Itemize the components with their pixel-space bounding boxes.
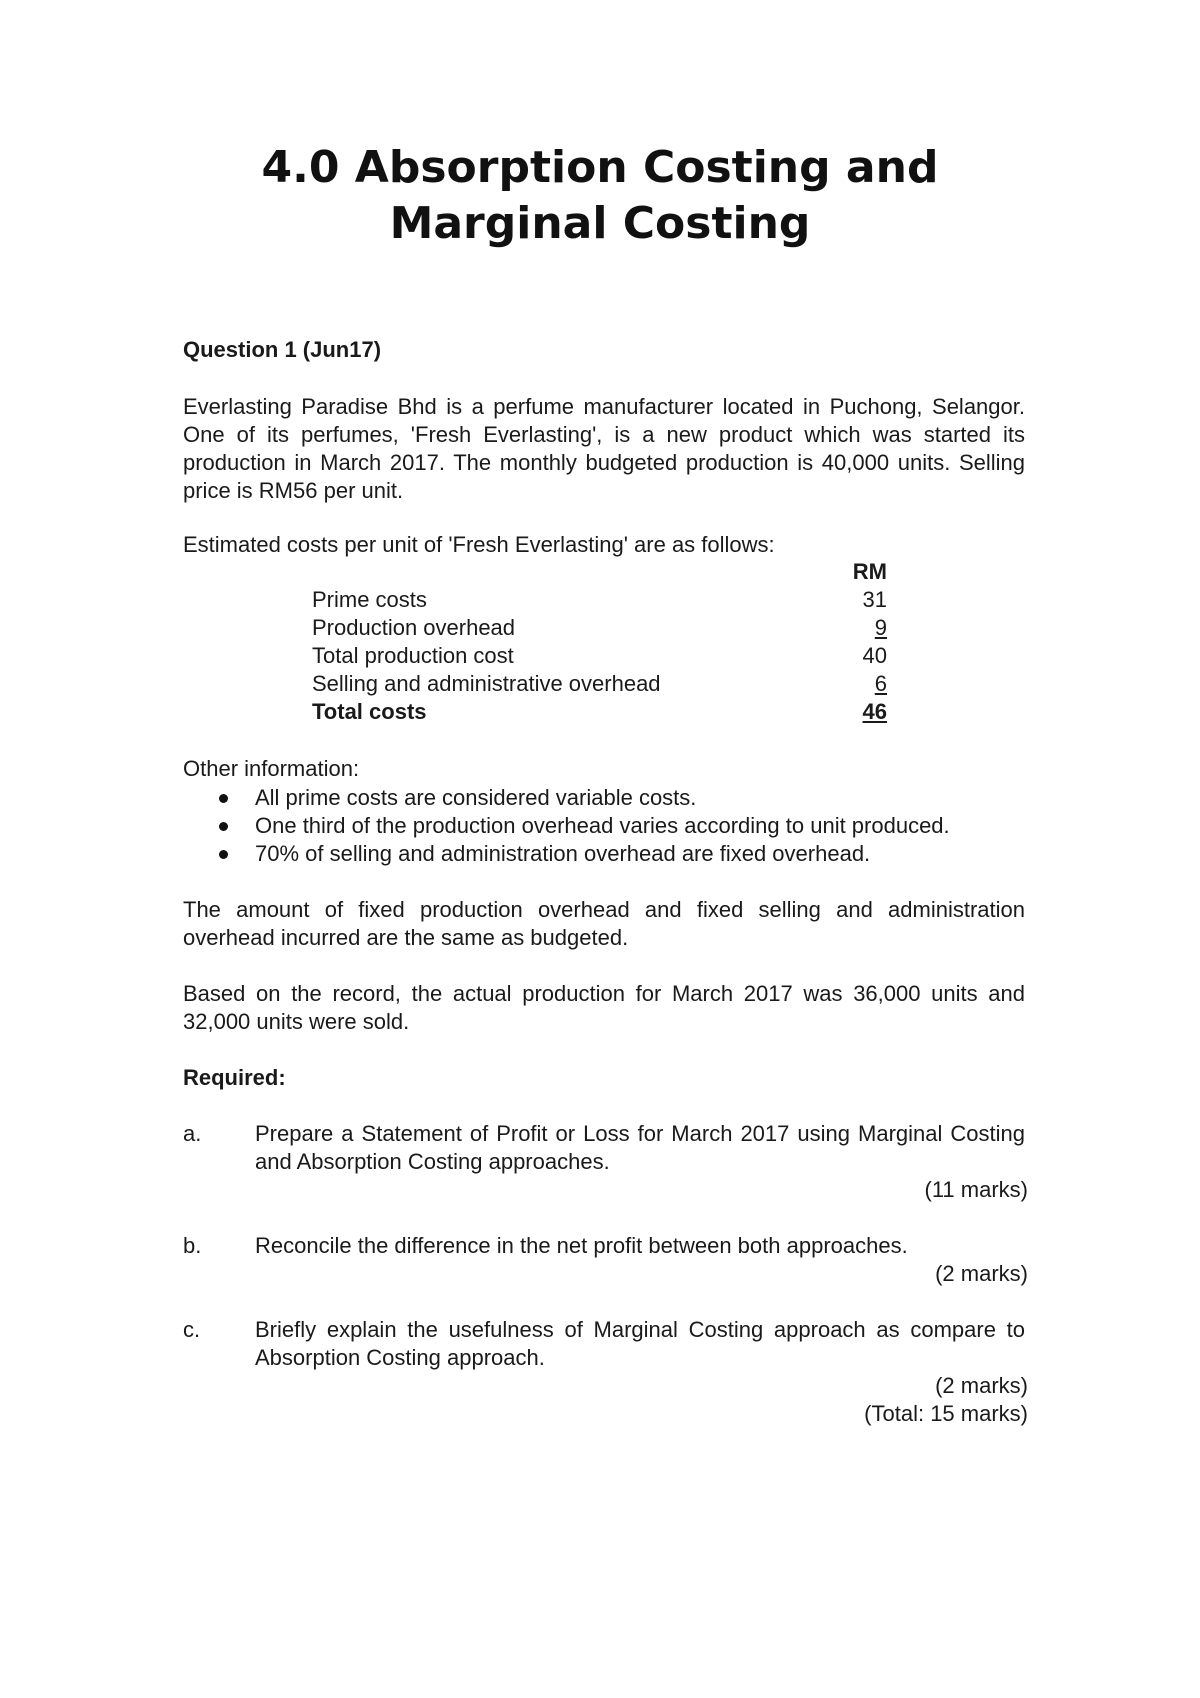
- other-info-list: [183, 784, 1025, 868]
- question-item-b: [183, 1232, 1028, 1288]
- actual-production-paragraph: Based on the record, the actual production for March 2017 was 36,000 units and 32,000 units were sold.: [183, 981, 1025, 1034]
- question-marks: (2 marks): [935, 1373, 1028, 1398]
- cost-label: Total production cost: [312, 643, 514, 668]
- estimated-costs-intro: Estimated costs per unit of 'Fresh Everlasting' are as follows:: [183, 532, 775, 557]
- cost-row-total-costs: [183, 698, 1025, 726]
- cost-row-total-production: [183, 642, 1025, 670]
- question-item-c: [183, 1316, 1028, 1428]
- cost-value: 6: [874, 671, 887, 696]
- list-item: 70% of selling and administration overhead are fixed overhead.: [183, 840, 1025, 868]
- other-info-heading: Other information:: [183, 756, 360, 781]
- page-title: [0, 140, 1200, 252]
- title-line-1: 4.0 Absorption Costing and: [261, 142, 939, 193]
- cost-label: Selling and administrative overhead: [312, 671, 661, 696]
- cost-value: 31: [862, 587, 887, 612]
- question-text: Briefly explain the usefulness of Marginal Costing approach as compare to Absorption Costing approach.: [255, 1317, 1025, 1370]
- question-marks: (11 marks): [924, 1177, 1028, 1202]
- question-letter: c.: [183, 1317, 201, 1342]
- cost-row-selling-admin: [183, 670, 1025, 698]
- cost-row-prime: [183, 586, 1025, 614]
- cost-value: 40: [862, 643, 887, 668]
- question-text: Reconcile the difference in the net profit between both approaches.: [255, 1233, 908, 1258]
- cost-table: [183, 558, 1025, 726]
- list-item: All prime costs are considered variable costs.: [183, 784, 1025, 812]
- cost-value: 46: [862, 699, 887, 724]
- total-marks: (Total: 15 marks): [864, 1401, 1028, 1426]
- question-letter: a.: [183, 1121, 202, 1146]
- cost-label: Total costs: [312, 699, 427, 724]
- cost-label: Production overhead: [312, 615, 516, 640]
- cost-value: 9: [874, 615, 887, 640]
- currency-header: RM: [852, 559, 887, 584]
- bullet-icon: [219, 794, 228, 803]
- title-line-2: Marginal Costing: [389, 198, 811, 249]
- question-letter: b.: [183, 1233, 202, 1258]
- question-item-a: [183, 1120, 1028, 1204]
- cost-row-production-overhead: [183, 614, 1025, 642]
- cost-label: Prime costs: [312, 587, 427, 612]
- cost-table-header-row: [183, 558, 1025, 586]
- question-text: Prepare a Statement of Profit or Loss for March 2017 using Marginal Costing and Absorption Costing approaches.: [255, 1121, 1025, 1174]
- intro-paragraph: Everlasting Paradise Bhd is a perfume manufacturer located in Puchong, Selangor. One of its perfumes, 'Fresh Everlasting', is a new product which was started its production in March 2017. The monthly budgeted production is 40,000 units. Selling price is RM56 per unit.: [183, 394, 1025, 503]
- bullet-icon: [219, 850, 228, 859]
- bullet-icon: [219, 822, 228, 831]
- question-heading: Question 1 (Jun17): [183, 337, 382, 362]
- fixed-overhead-paragraph: The amount of fixed production overhead and fixed selling and administration overhead incurred are the same as budgeted.: [183, 897, 1025, 950]
- question-marks: (2 marks): [935, 1261, 1028, 1286]
- required-heading: Required:: [183, 1065, 286, 1090]
- list-item: One third of the production overhead varies according to unit produced.: [183, 812, 1025, 840]
